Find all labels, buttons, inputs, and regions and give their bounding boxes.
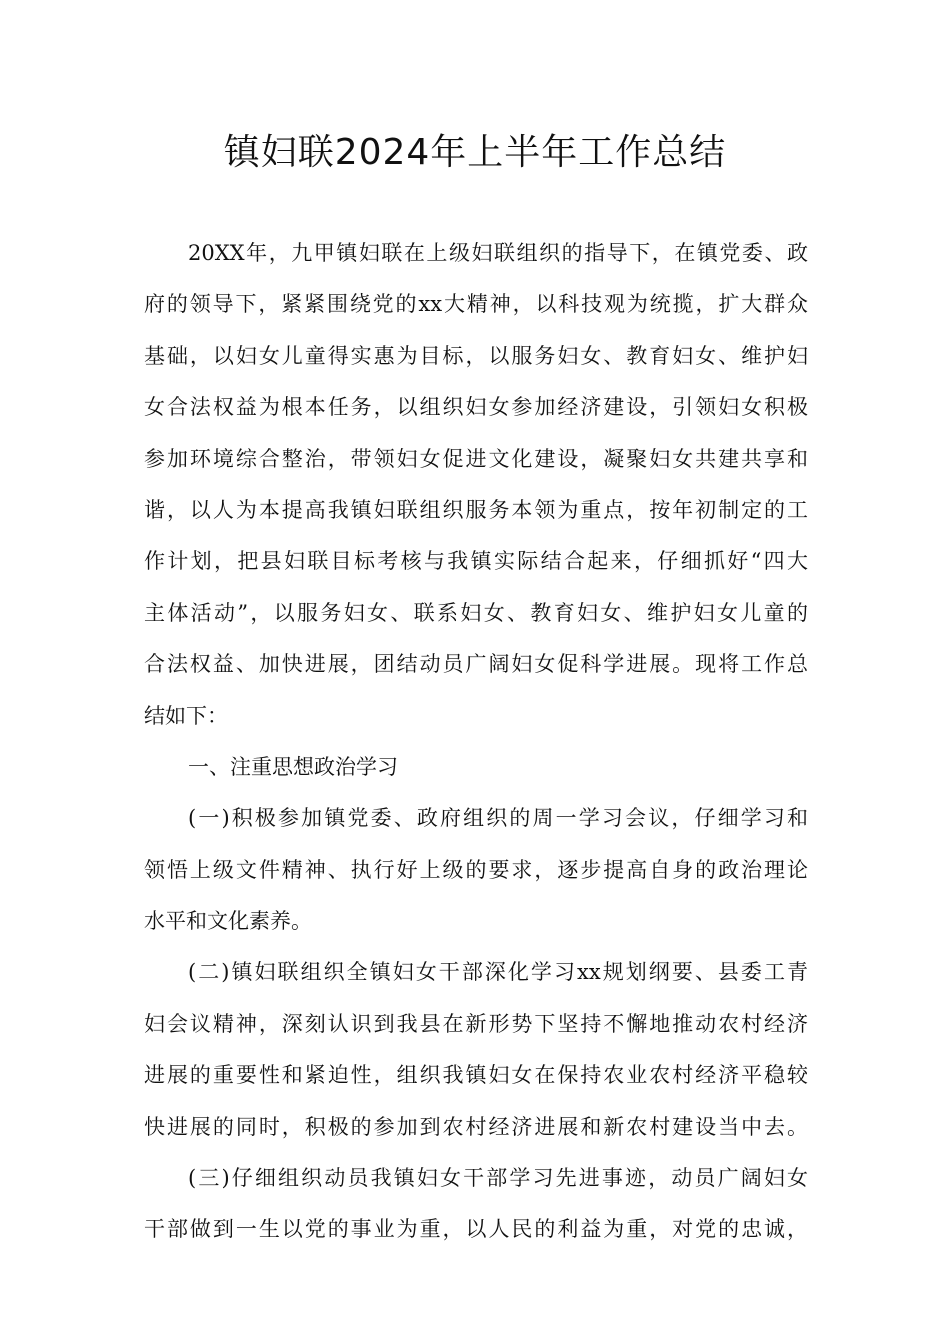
body-line: 主体活动”，以服务妇女、联系妇女、教育妇女、维护妇女儿童的: [144, 600, 808, 625]
body-line: 干部做到一生以党的事业为重，以人民的利益为重，对党的忠诚，: [144, 1217, 808, 1242]
body-line: (一)积极参加镇党委、政府组织的周一学习会议，仔细学习和: [188, 806, 808, 831]
document-title: 镇妇联2024年上半年工作总结: [223, 132, 727, 173]
body-line: 进展的重要性和紧迫性，组织我镇妇女在保持农业农村经济平稳较: [144, 1063, 808, 1088]
body-line: 谐，以人为本提高我镇妇联组织服务本领为重点，按年初制定的工: [144, 497, 808, 522]
section-heading: 一、注重思想政治学习: [188, 754, 398, 779]
body-line: 府的领导下，紧紧围绕党的xx大精神，以科技观为统揽，扩大群众: [144, 292, 808, 317]
document-body: [144, 228, 808, 1256]
body-line: 女合法权益为根本任务，以组织妇女参加经济建设，引领妇女积极: [144, 395, 808, 420]
body-line: 水平和文化素养。: [144, 909, 312, 934]
body-line: 20XX年，九甲镇妇联在上级妇联组织的指导下，在镇党委、政: [188, 241, 808, 265]
body-line: 快进展的同时，积极的参加到农村经济进展和新农村建设当中去。: [144, 1114, 808, 1139]
body-line: 参加环境综合整治，带领妇女促进文化建设，凝聚妇女共建共享和: [144, 446, 808, 471]
body-line: 妇会议精神，深刻认识到我县在新形势下坚持不懈地推动农村经济: [144, 1011, 808, 1036]
body-line: 基础，以妇女儿童得实惠为目标，以服务妇女、教育妇女、维护妇: [144, 343, 808, 368]
body-line: (二)镇妇联组织全镇妇女干部深化学习xx规划纲要、县委工青: [188, 960, 808, 985]
body-line: 作计划，把县妇联目标考核与我镇实际结合起来，仔细抓好“四大: [144, 549, 808, 574]
body-line: 结如下：: [144, 703, 228, 728]
body-line: (三)仔细组织动员我镇妇女干部学习先进事迹，动员广阔妇女: [188, 1166, 808, 1191]
body-line: 合法权益、加快进展，团结动员广阔妇女促科学进展。现将工作总: [144, 652, 808, 677]
body-line: 领悟上级文件精神、执行好上级的要求，逐步提高自身的政治理论: [144, 857, 808, 882]
